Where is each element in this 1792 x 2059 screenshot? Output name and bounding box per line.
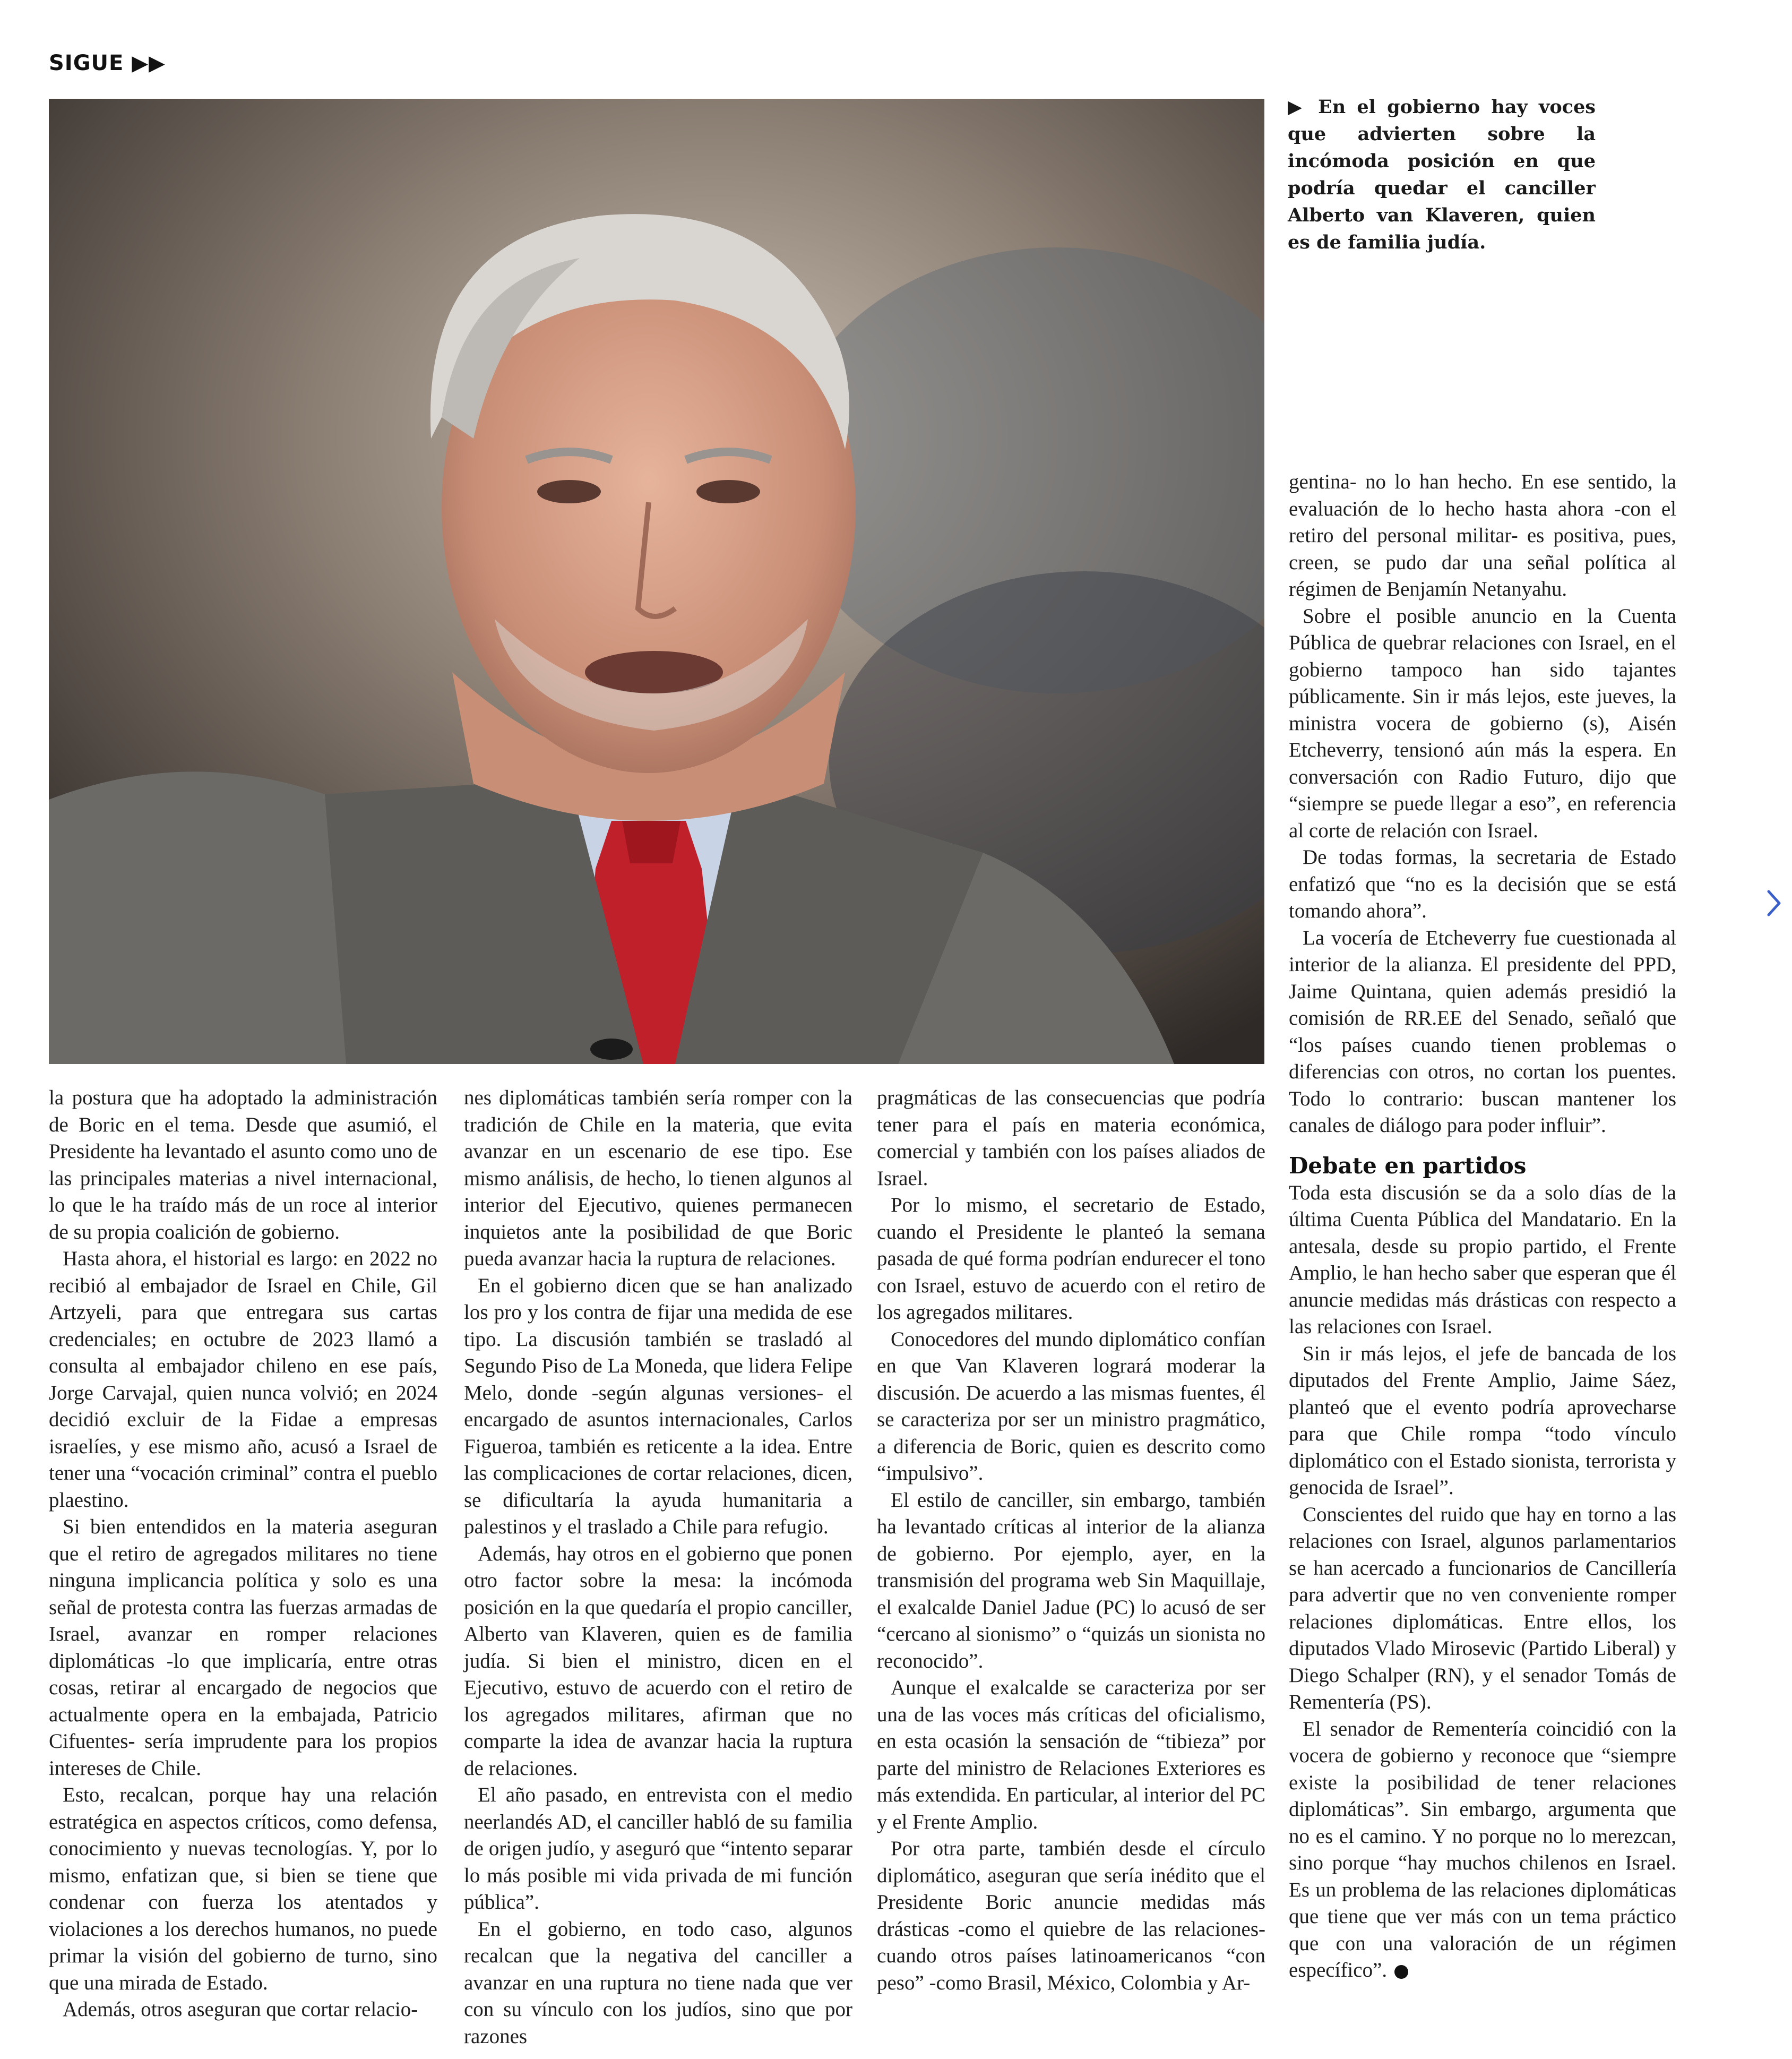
paragraph: El año pasado, en entrevista con el medio neerlandés AD, el canciller habló de su familia de origen judío, y aseguró que “intento separar lo más posible mi vida privada de mi función pública”.: [464, 1783, 852, 1914]
paragraph: Sin ir más lejos, el jefe de bancada de los diputados del Frente Amplio, Jaime Sáez, planteó que el evento podría aprovecharse para que Chile rompa “todo vínculo diplomático con el Estado sionista, terrorista y genocida de Israel”.: [1289, 1342, 1676, 1499]
paragraph: Sobre el posible anuncio en la Cuenta Pública de quebrar relaciones con Israel, en el gobierno tampoco han sido tajantes públicamente. Sin ir más lejos, este jueves, la ministra vocera de gobierno (s), Aisén Etcheverry, tensionó aún más la espera. En conversación con Radio Futuro, dijo que “siempre se puede llegar a eso”, en referencia al corte de relación con Israel.: [1289, 604, 1676, 842]
sigue-label: SIGUE ▶▶: [49, 51, 166, 75]
section-heading: Debate en partidos: [1289, 1152, 1527, 1179]
portrait-illustration: [49, 99, 1264, 1064]
paragraph: Hasta ahora, el historial es largo: en 2022 no recibió al embajador de Israel en Chile, Gil Artzyeli, para que entregara sus cartas credenciales; en octubre de 2023 llamó a consulta al embajador chileno en ese país, Jorge Carvajal, quien nunca volvió; en 2024 decidió excluir de la Fidae a empresas israelíes, y ese mismo año, acusó a Israel de tener una “vocación criminal” contra el pueblo plaestino.: [49, 1247, 437, 1512]
chevron-right-icon[interactable]: [1763, 887, 1785, 919]
paragraph: Por otra parte, también desde el círculo diplomático, aseguran que sería inédito que el Presidente Boric anuncie medidas más drásticas -como el quiebre de las relaciones- cuando otros países latinoamericanos “con peso” -como Brasil, México, Colombia y Ar-: [877, 1837, 1265, 1994]
paragraph: Esto, recalcan, porque hay una relación estratégica en aspectos críticos, como defensa, conocimiento y nuevas tecnologías. Y, por lo mismo, enfatizan que, si bien se tiene que condenar con fuerza los atentados y violaciones a los derechos humanos, no puede primar la visión del gobierno de turno, sino que una mirada de Estado.: [49, 1783, 437, 1994]
photo-caption: ▶ En el gobierno hay voces que advierten sobre la incómoda posición en que podría quedar el canciller Alberto van Klaveren, quien es de familia judía.: [1288, 96, 1596, 253]
paragraph: La vocería de Etcheverry fue cuestionada al interior de la alianza. El presidente del PPD, Jaime Quintana, quien además presidió la comisión de RR.EE del Senado, señaló que “los países cuando tienen problemas o diferencias con otros, no cortan los puentes. Todo lo contrario: buscan mantener los canales de diálogo para poder influir”.: [1289, 926, 1676, 1137]
next-page-button[interactable]: [1760, 884, 1788, 922]
paragraph-final: [1289, 1716, 1676, 1984]
paragraph: Si bien entendidos en la materia aseguran que el retiro de agregados militares no tiene ninguna implicancia política y solo es una señal de protesta contra las fuerzas armadas de Israel, avanzar en romper relaciones diplomáticas -lo que implicaría, entre otras cosas, retirar al encargado de negocios que actualmente opera en la embajada, Patricio Cifuentes- sería imprudente para los propios intereses de Chile.: [49, 1515, 437, 1780]
article-column-2: [464, 1085, 852, 2050]
article-column-1: [49, 1085, 437, 2023]
paragraph: Conscientes del ruido que hay en torno a las relaciones con Israel, algunos parlamentarios se han acercado a funcionarios de Cancillería para advertir que no ven conveniente romper relaciones diplomáticas. Entre ellos, los diputados Vlado Mirosevic (Partido Liberal) y Diego Schalper (RN), y el senador Tomás de Rementería (PS).: [1289, 1503, 1676, 1713]
paragraph: Aunque el exalcalde se caracteriza por ser una de las voces más críticas del oficialismo, en esta ocasión la sensación de “tibieza” por parte del ministro de Relaciones Exteriores es más extendida. En particular, al interior del PC y el Frente Amplio.: [877, 1676, 1265, 1833]
paragraph: En el gobierno, en todo caso, algunos recalcan que la negativa del canciller a avanzar en una ruptura no tiene nada que ver con su vínculo con los judíos, sino que por razones: [464, 1917, 852, 2048]
end-mark-icon: [1394, 1965, 1408, 1979]
paragraph: El estilo de canciller, sin embargo, también ha levantado críticas al interior de la alianza de gobierno. Por ejemplo, ayer, en la transmisión del programa web Sin Maquillaje, el exalcalde Daniel Jadue (PC) lo acusó de ser “cercano al sionismo” o “quizás un sionista no reconocido”.: [877, 1488, 1265, 1672]
paragraph: nes diplomáticas también sería romper con la tradición de Chile en la materia, que evita avanzar en un escenario de ese tipo. Ese mismo análisis, de hecho, lo tienen algunos al interior del Ejecutivo, quienes permanecen inquietos ante la posibilidad de que Boric pueda avanzar hacia la ruptura de relaciones.: [464, 1086, 852, 1270]
paragraph: Además, hay otros en el gobierno que ponen otro factor sobre la mesa: la incómoda posición en la que quedaría el propio canciller, Alberto van Klaveren, quien es de familia judía. Si bien el ministro, dicen en el Ejecutivo, estuvo de acuerdo con el retiro de los agregados militares, afirman que no comparte la idea de avanzar hacia la ruptura de relaciones.: [464, 1542, 852, 1780]
article-column-4: [1289, 469, 1676, 1984]
paragraph: Conocedores del mundo diplomático confían en que Van Klaveren logrará moderar la discusión. De acuerdo a las mismas fuentes, él se caracteriza por ser un ministro pragmático, a diferencia de Boric, quien es descrito como “impulsivo”.: [877, 1327, 1265, 1485]
paragraph: Por lo mismo, el secretario de Estado, cuando el Presidente le planteó la semana pasada de qué forma podrían endurecer el tono con Israel, estuvo de acuerdo con el retiro de los agregados militares.: [877, 1194, 1265, 1324]
paragraph: En el gobierno dicen que se han analizado los pro y los contra de fijar una medida de ese tipo. La discusión también se trasladó al Segundo Piso de La Moneda, que lidera Felipe Melo, donde -según algunas versiones- el encargado de asuntos internacionales, Carlos Figueroa, también es reticente a la idea. Entre las complicaciones de cortar relaciones, dicen, se dificultaría la ayuda humanitaria a palestinos y el traslado a Chile para refugio.: [464, 1274, 852, 1538]
paragraph: gentina- no lo han hecho. En ese sentido, la evaluación de lo hecho hasta ahora -con el retiro del personal militar- es positiva, pues, creen, se pudo dar una señal política al régimen de Benjamín Netanyahu.: [1289, 470, 1676, 600]
paragraph: Además, otros aseguran que cortar relacio-: [63, 1998, 418, 2021]
paragraph: Toda esta discusión se da a solo días de la última Cuenta Pública del Mandatario. En la antesala, desde su propio partido, el Frente Amplio, le han hecho saber que esperan que él anuncie medidas más drásticas con respecto a las relaciones con Israel.: [1289, 1181, 1676, 1338]
article-column-3: [877, 1085, 1265, 1996]
portrait-photo: [49, 99, 1264, 1064]
paragraph: la postura que ha adoptado la administración de Boric en el tema. Desde que asumió, el Presidente ha levantado el asunto como uno de las principales materias a nivel internacional, lo que le ha traído más de un roce al interior de su propia coalición de gobierno.: [49, 1086, 437, 1243]
paragraph-final-text: El senador de Rementería coincidió con la vocera de gobierno y reconoce que “siempre existe la posibilidad de tener relaciones diplomáticas”. Sin embargo, argumenta que no es el camino. Y no porque no lo merezcan, sino porque “hay muchos chilenos en Israel. Es un problema de las relaciones diplomáticas que tiene que ver más con un tema práctico que con una valoración de un régimen específico”.: [1289, 1717, 1676, 1981]
paragraph: De todas formas, la secretaria de Estado enfatizó que “no es la decisión que se está tomando ahora”.: [1289, 846, 1676, 922]
paragraph: pragmáticas de las consecuencias que podría tener para el país en materia económica, comercial y también con los países aliados de Israel.: [877, 1086, 1265, 1190]
